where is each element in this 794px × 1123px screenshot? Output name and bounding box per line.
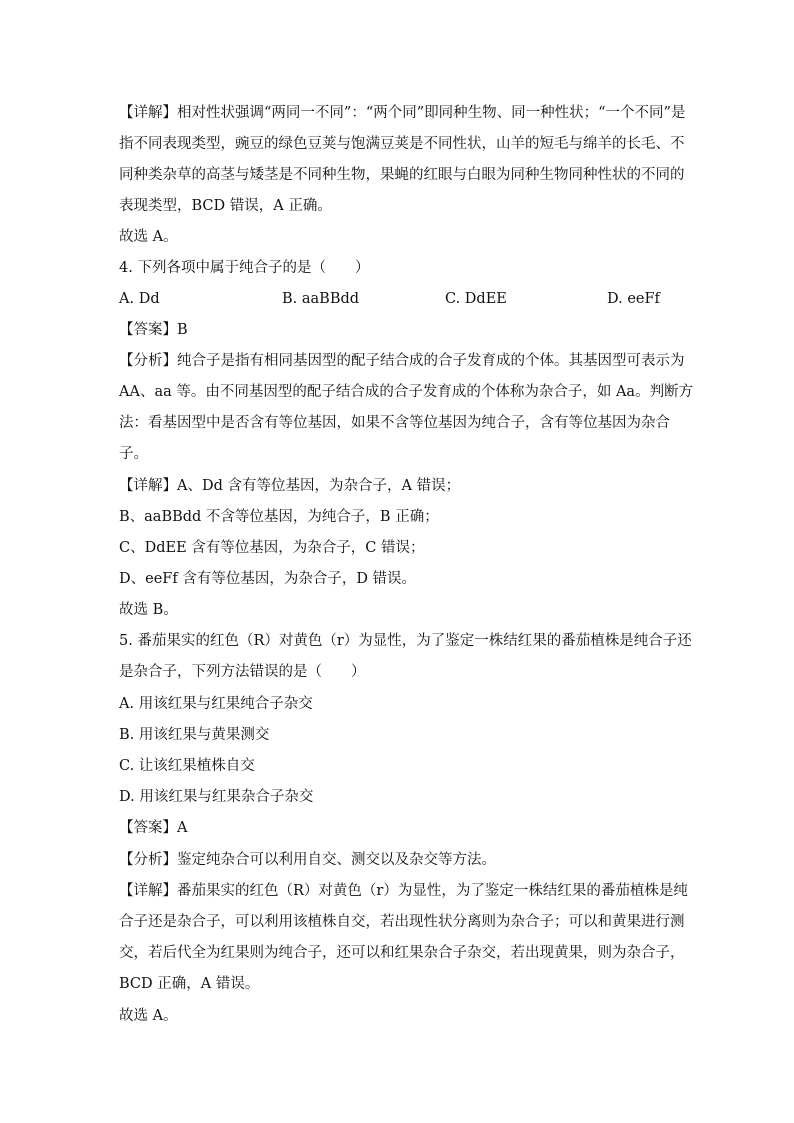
q4-analysis-line: 【分析】纯合子是指有相同基因型的配子结合成的合子发育成的个体。其基因型可表示为 bbox=[119, 353, 685, 369]
q4-analysis-line: 法：看基因型中是否含有等位基因，如果不含等位基因为纯合子，含有等位基因为杂合 bbox=[119, 415, 670, 431]
q4-detail-line: B、aaBBdd 不含等位基因，为纯合子，B 正确； bbox=[119, 509, 439, 525]
q4-detail-line: 【详解】A、Dd 含有等位基因，为杂合子，A 错误； bbox=[119, 478, 461, 494]
question-4-stem: 4. 下列各项中属于纯合子的是（ ） bbox=[119, 260, 370, 276]
q4-option-b: B. aaBBdd bbox=[282, 291, 360, 307]
question-5-stem: 是杂合子，下列方法错误的是（ ） bbox=[119, 664, 366, 680]
q5-detail-line: 【详解】番茄果实的红色（R）对黄色（r）为显性，为了鉴定一株结红果的番茄植株是纯 bbox=[119, 883, 688, 899]
q5-option-b: B. 用该红果与黄果测交 bbox=[119, 727, 270, 743]
detail-line: 表现类型，BCD 错误，A 正确。 bbox=[119, 198, 332, 214]
q5-conclusion: 故选 A。 bbox=[119, 1008, 178, 1024]
q4-detail-line: C、DdEE 含有等位基因，为杂合子，C 错误； bbox=[119, 540, 425, 556]
q5-option-d: D. 用该红果与红果杂合子杂交 bbox=[119, 789, 314, 805]
q5-detail-line: BCD 正确，A 错误。 bbox=[119, 976, 260, 992]
q4-answer: 【答案】B bbox=[119, 322, 188, 338]
q5-option-c: C. 让该红果植株自交 bbox=[119, 758, 255, 774]
detail-line: 【详解】相对性状强调“两同一不同”：“两个同”即同种生物、同一种性状；“一个不同”是 bbox=[119, 105, 686, 121]
q4-option-c: C. DdEE bbox=[445, 291, 507, 307]
detail-line: 同种类杂草的高茎与矮茎是不同种生物，果蝇的红眼与白眼为同种生物同种性状的不同的 bbox=[119, 167, 685, 183]
q4-option-a: A. Dd bbox=[119, 291, 160, 307]
q5-option-a: A. 用该红果与红果纯合子杂交 bbox=[119, 696, 313, 712]
q4-analysis-line: AA、aa 等。由不同基因型的配子结合成的合子发育成的个体称为杂合子，如 Aa。判断方 bbox=[119, 384, 694, 400]
question-5-stem: 5. 番茄果实的红色（R）对黄色（r）为显性，为了鉴定一株结红果的番茄植株是纯合子还 bbox=[119, 633, 692, 649]
q5-detail-line: 交，若后代全为红果则为纯合子，还可以和红果杂合子杂交，若出现黄果，则为杂合子， bbox=[119, 945, 685, 961]
detail-line: 指不同表现类型，豌豆的绿色豆荚与饱满豆荚是不同性状，山羊的短毛与绵羊的长毛、不 bbox=[119, 136, 685, 152]
q5-analysis: 【分析】鉴定纯杂合可以利用自交、测交以及杂交等方法。 bbox=[119, 852, 496, 868]
q5-detail-line: 合子还是杂合子，可以利用该植株自交，若出现性状分离则为杂合子；可以和黄果进行测 bbox=[119, 914, 685, 930]
q4-analysis-line: 子。 bbox=[119, 446, 148, 462]
q4-option-d: D. eeFf bbox=[607, 291, 660, 307]
q4-detail-line: D、eeFf 含有等位基因，为杂合子，D 错误。 bbox=[119, 571, 417, 587]
q4-conclusion: 故选 B。 bbox=[119, 602, 178, 618]
q5-answer: 【答案】A bbox=[119, 820, 188, 836]
conclusion-line: 故选 A。 bbox=[119, 229, 178, 245]
